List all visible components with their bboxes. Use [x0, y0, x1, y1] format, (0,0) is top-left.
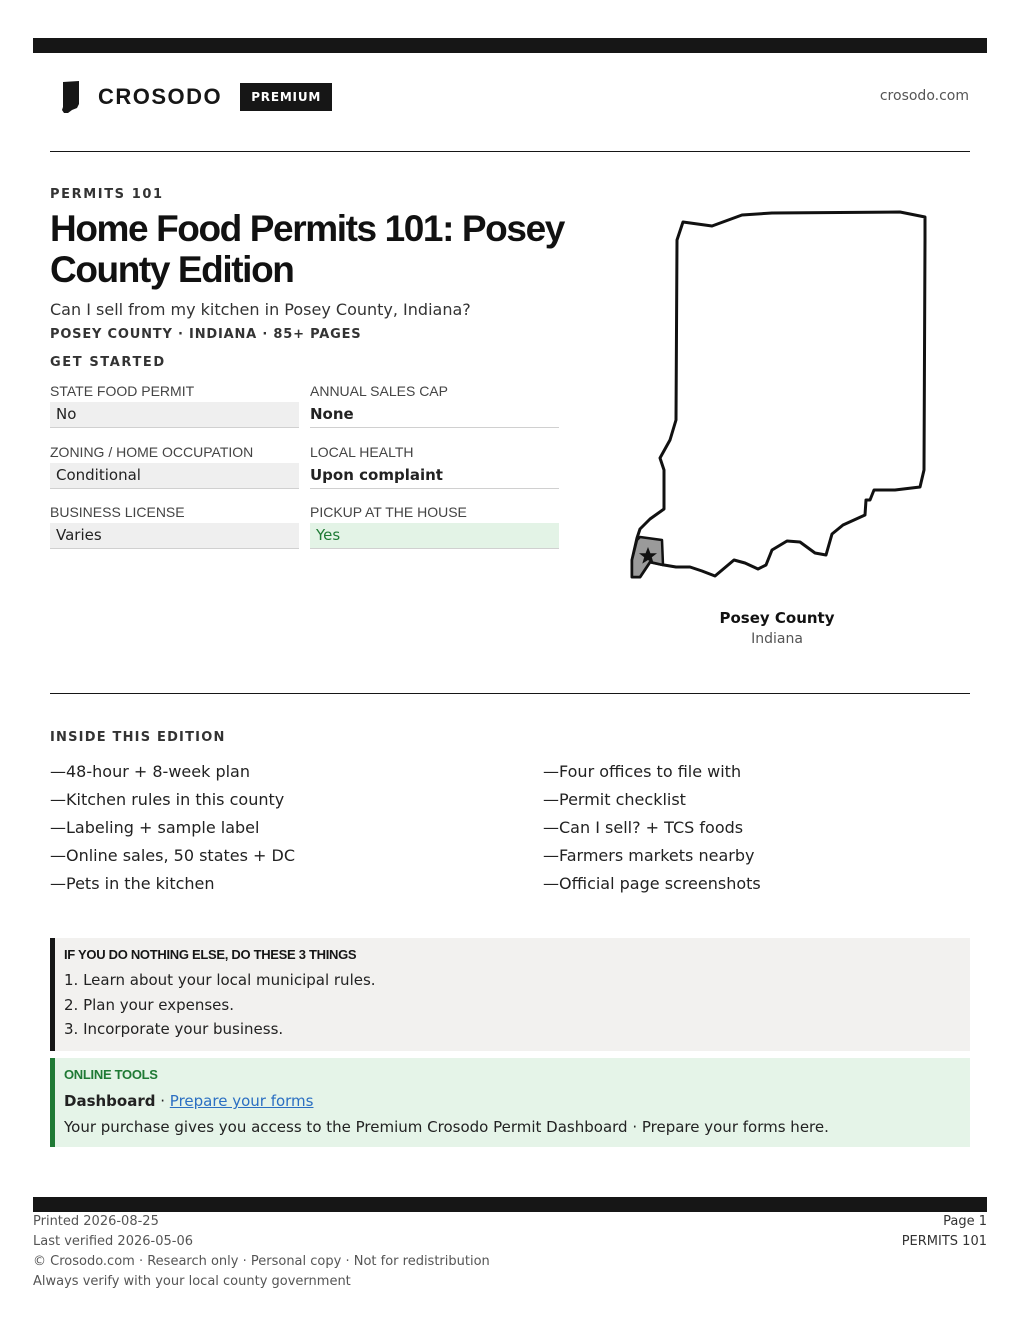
fact-label: ZONING / HOME OCCUPATION — [50, 444, 254, 460]
top-rule-bar — [33, 38, 987, 53]
fact-state-food-permit — [50, 382, 299, 428]
toc-item: —Kitchen rules in this county — [50, 790, 285, 809]
toc-item: —Permit checklist — [543, 790, 686, 809]
dashboard-label: Dashboard — [64, 1092, 156, 1110]
toc-column-right — [543, 758, 761, 898]
toc-item: —Farmers markets nearby — [543, 846, 755, 865]
get-started-heading: GET STARTED — [50, 355, 166, 370]
fact-label: PICKUP AT THE HOUSE — [310, 504, 467, 520]
indiana-state-outline — [632, 212, 925, 577]
callout-item: 3. Incorporate your business. — [64, 1020, 284, 1038]
toc-item: —Pets in the kitchen — [50, 874, 215, 893]
tools-title: ONLINE TOOLS — [64, 1067, 158, 1082]
fact-local-health — [310, 443, 559, 489]
verified-date: Last verified 2026-05-06 — [33, 1234, 193, 1249]
fact-value: Varies — [50, 523, 299, 549]
page-number: Page 1 — [943, 1214, 987, 1229]
brand-name: CROSODO — [98, 84, 223, 109]
toc-heading: INSIDE THIS EDITION — [50, 730, 226, 745]
callout-item: 2. Plan your expenses. — [64, 995, 234, 1014]
fact-value: Upon complaint — [310, 463, 559, 489]
toc-item: —Official page screenshots — [543, 874, 761, 893]
bottom-rule-bar — [33, 1197, 987, 1212]
premium-badge: PREMIUM — [240, 83, 332, 111]
toc-item: —Can I sell? + TCS foods — [543, 818, 744, 837]
tools-description: Your purchase gives you access to the Premium Crosodo Permit Dashboard · Prepare your forms here. — [64, 1118, 829, 1136]
fact-annual-sales-cap — [310, 382, 559, 428]
callout-item: 1. Learn about your local municipal rules. — [64, 971, 376, 989]
header-divider — [50, 151, 970, 152]
toc-item: —Online sales, 50 states + DC — [50, 846, 296, 865]
site-url[interactable]: crosodo.com — [879, 88, 969, 104]
fact-value: No — [50, 402, 299, 428]
online-tools-callout — [50, 1058, 970, 1147]
footer-left — [33, 1212, 490, 1292]
fact-label: STATE FOOD PERMIT — [50, 383, 195, 399]
three-things-callout — [50, 938, 970, 1051]
fact-value: Conditional — [50, 463, 299, 489]
fact-label: BUSINESS LICENSE — [50, 504, 185, 520]
toc-item: —Labeling + sample label — [50, 818, 260, 837]
footer-section: PERMITS 101 — [901, 1234, 987, 1249]
fact-value: Yes — [310, 523, 559, 549]
callout-title: IF YOU DO NOTHING ELSE, DO THESE 3 THINGS — [64, 947, 357, 962]
fact-pickup — [310, 503, 559, 549]
prepare-forms-link[interactable]: Prepare your forms — [169, 1092, 314, 1110]
section-eyebrow: PERMITS 101 — [50, 187, 164, 202]
toc-column-left — [50, 758, 295, 898]
fact-business-license — [50, 503, 299, 549]
page-title: Home Food Permits 101: Posey County Edition — [50, 208, 564, 290]
map-state-label: Indiana — [751, 631, 803, 647]
fact-label: ANNUAL SALES CAP — [310, 383, 448, 399]
toc-item: —Four offices to file with — [543, 762, 742, 781]
tools-links-row — [64, 1088, 970, 1114]
printed-date: Printed 2026-08-25 — [33, 1214, 159, 1229]
copyright-notice: © Crosodo.com · Research only · Personal copy · Not for redistribution — [33, 1254, 490, 1269]
indiana-state-silhouette-icon — [60, 80, 82, 114]
map-county-label: Posey County — [719, 609, 835, 627]
fact-label: LOCAL HEALTH — [310, 444, 414, 460]
disclaimer: Always verify with your local county government — [33, 1274, 351, 1289]
footer-right — [902, 1212, 987, 1252]
brand-header — [60, 80, 332, 114]
indiana-county-map — [620, 205, 940, 590]
toc-item: —48-hour + 8-week plan — [50, 762, 250, 781]
edition-meta: POSEY COUNTY · INDIANA · 85+ PAGES — [50, 327, 362, 342]
fact-zoning — [50, 443, 299, 489]
fact-value: None — [310, 402, 559, 428]
tools-separator: · — [155, 1092, 170, 1110]
page-subtitle: Can I sell from my kitchen in Posey County, Indiana? — [50, 300, 471, 319]
section-divider — [50, 693, 970, 694]
